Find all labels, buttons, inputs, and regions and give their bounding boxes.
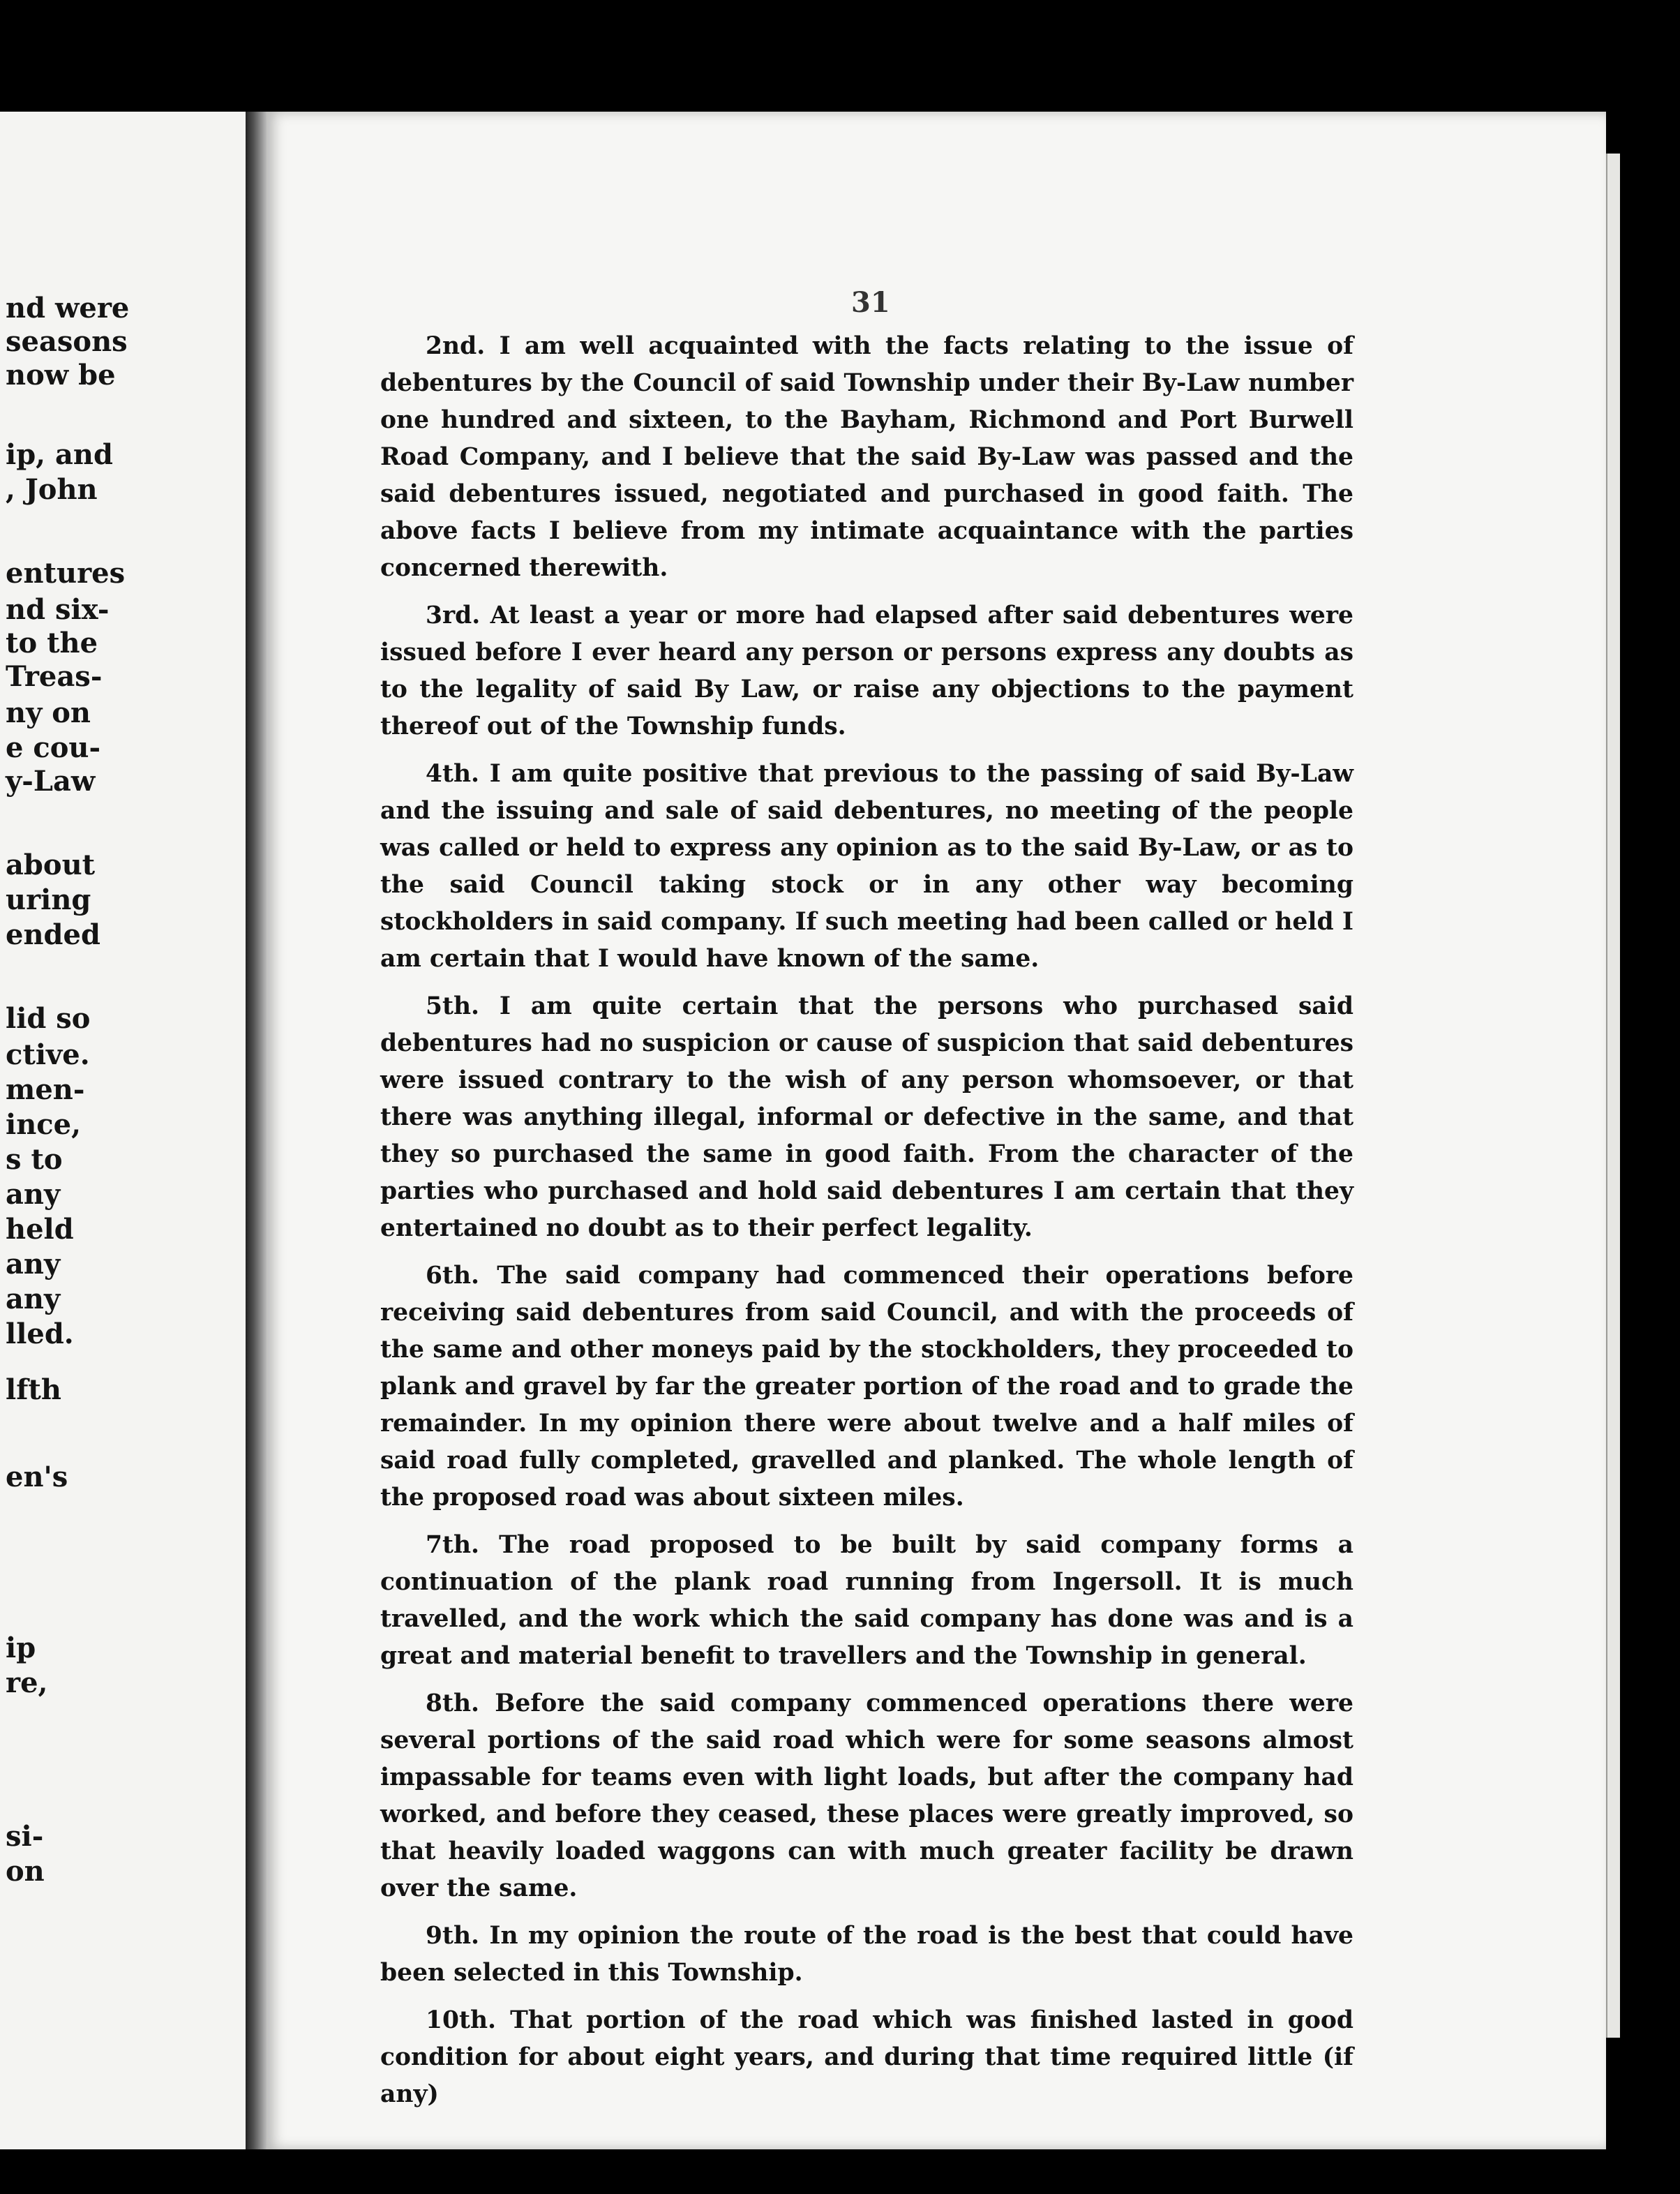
previous-page-text-fragment: si- [6,1820,44,1853]
previous-page-text-fragment: ended [6,918,100,951]
previous-page-text-fragment: ny on [6,696,91,729]
previous-page-text-fragment: en's [6,1461,68,1493]
page-edge [1606,154,1620,2038]
paragraph-2nd [380,328,1353,587]
previous-page-text-fragment: y-Law [6,765,96,798]
page-number: 31 [851,286,890,319]
previous-page-text-fragment: entures [6,557,126,590]
previous-page-text-fragment: held [6,1213,74,1246]
previous-page-text-fragment: any [6,1283,61,1315]
previous-page-text-fragment: on [6,1855,45,1888]
paragraph-text: I am well acquainted with the facts relating to the issue of debentures by the Council of said Township under their By-Law number one hundred and sixteen, to the Bayham, Richmond and Port Burwell Road Company, and I believe that the said By-Law was passed and the said debentures issued, negotiated and purchased in good faith. The above facts I believe from my intimate acquaintance with the parties concerned therewith. [380,332,1353,582]
previous-page-text-fragment: Treas- [6,660,103,693]
paragraph-text: I am quite certain that the persons who purchased said debentures had no suspicion or cause of suspicion that said debentures were issued contrary to the wish of any person whomsoever, or that there was anything illegal, informal or defective in the same, and that they so purchased the same in good faith. From the character of the parties who purchased and hold said debentures I am certain that they entertained no doubt as to their perfect legality. [380,992,1353,1242]
paragraph-7th [380,1527,1353,1675]
previous-page-text-fragment: any [6,1178,61,1211]
paragraph-text: At least a year or more had elapsed after said debentures were issued before I ever heard any person or persons express any doubts as to the legality of said By Law, or raise any objections to the payment thereof out of the Township funds. [380,602,1353,740]
previous-page-text-fragment: uring [6,883,91,916]
previous-page-text-fragment: re, [6,1666,48,1699]
previous-page-text-fragment: ip, and [6,438,113,471]
previous-page-text-fragment: to the [6,627,98,659]
paragraph-9th [380,1918,1353,1992]
paragraph-5th [380,988,1353,1247]
previous-page-text-fragment: lled. [6,1318,74,1350]
paragraph-6th [380,1258,1353,1516]
paragraph-text: Before the said company commenced operations there were several portions of the said road which were for some seasons almost impassable for teams even with light loads, but after the company had worked, and before they ceased, these places were greatly improved, so that heavily loaded waggons can with much greater facility be drawn over the same. [380,1689,1353,1902]
previous-page-text-fragment: nd were [6,292,130,324]
book-gutter [246,112,267,2149]
paragraph-number: 3rd. [426,602,481,629]
previous-page-text-fragment: , John [6,473,98,506]
paragraph-text: I am quite positive that previous to the passing of said By-Law and the issuing and sale of said debentures, no meeting of the people was called or held to express any opinion as to the said By-Law, or as to the said Council taking stock or in any other way becoming stockholders in said company. If such meeting had been called or held I am certain that I would have known of the same. [380,760,1353,973]
previous-page-text-fragment: any [6,1248,61,1281]
paragraph-number: 10th. [426,2006,497,2034]
paragraph-text: That portion of the road which was finished lasted in good condition for about eight years, and during that time required little (if any) [380,2006,1353,2108]
paragraph-number: 5th. [426,992,480,1020]
previous-page-text-fragment: ctive. [6,1038,90,1071]
previous-page-text-fragment: s to [6,1143,63,1176]
previous-page-text-fragment: men- [6,1073,85,1106]
previous-page-text-fragment: ince, [6,1108,82,1141]
document-body [380,328,1353,2124]
previous-page-text-fragment: ip [6,1632,36,1664]
paragraph-8th [380,1685,1353,1907]
previous-page-text-fragment: about [6,849,96,881]
previous-page-text-fragment: nd six- [6,593,110,626]
previous-page-text-fragment: e cou- [6,731,101,764]
paragraph-3rd [380,597,1353,745]
paragraph-text: The road proposed to be built by said company forms a continuation of the plank road running from Ingersoll. It is much travelled, and the work which the said company has done was and is a great and material benefit to travellers and the Township in general. [380,1531,1353,1670]
paragraph-number: 4th. [426,760,480,788]
previous-page-text-fragment: lfth [6,1373,61,1406]
paragraph-text: The said company had commenced their operations before receiving said debentures from said Council, and with the proceeds of the same and other moneys paid by the stockholders, they proceeded to plank and gravel by far the greater portion of the road and to grade the remainder. In my opinion there were about twelve and a half miles of said road fully completed, gravelled and planked. The whole length of the proposed road was about sixteen miles. [380,1262,1353,1512]
paragraph-text: In my opinion the route of the road is the best that could have been selected in this Township. [380,1922,1353,1987]
paragraph-number: 2nd. [426,332,486,360]
previous-page-fragment [0,112,250,2149]
paragraph-number: 8th. [426,1689,480,1717]
previous-page-text-fragment: lid so [6,1002,91,1035]
previous-page-text-fragment: seasons [6,325,128,358]
paragraph-10th [380,2002,1353,2113]
paragraph-4th [380,756,1353,978]
paragraph-number: 9th. [426,1922,480,1950]
paragraph-number: 7th. [426,1531,480,1559]
previous-page-text-fragment: now be [6,359,116,391]
paragraph-number: 6th. [426,1262,480,1290]
